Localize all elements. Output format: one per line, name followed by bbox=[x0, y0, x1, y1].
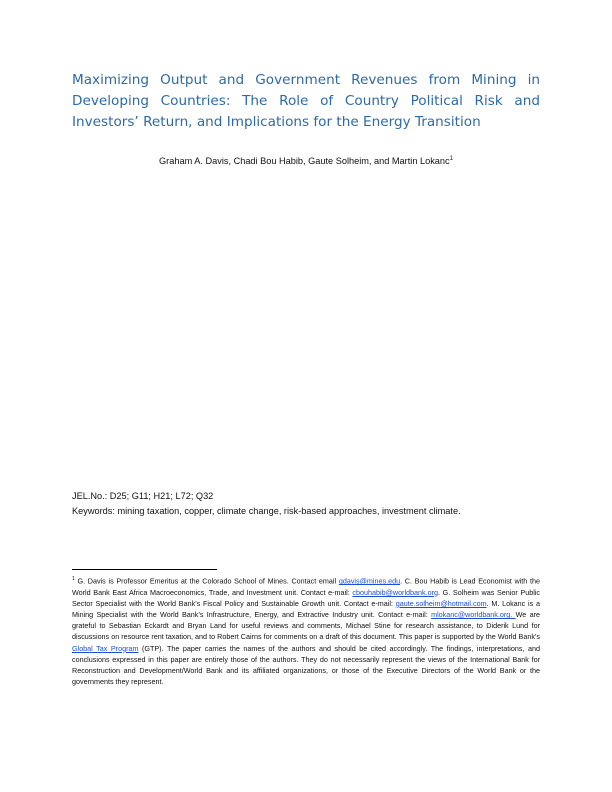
jel-codes: JEL.No.: D25; G11; H21; L72; Q32 bbox=[72, 491, 214, 501]
footnote-text-3: . G. Solheim was Senior Public Sector Specialist with the World Bank’s Fiscal Policy and Sustainable Growth unit. Contact e-mail: bbox=[72, 587, 541, 608]
email-link-solheim[interactable]: gaute.solheim@hotmail.com bbox=[395, 598, 487, 608]
authors-text: Graham A. Davis, Chadi Bou Habib, Gaute Solheim, and Martin Lokanc bbox=[159, 156, 450, 167]
footnote-text-4: . M. Lokanc is a Mining Specialist with the World Bank’s Infrastructure, Energy, and Extractive Industry unit. Contact e-mail: bbox=[72, 598, 540, 619]
footnote-text-5: We are grateful to Sebastian Eckardt and Bryan Land for useful reviews and comments, Michael Stine for research assistance, to Diderik Lund for discussions on resource rent taxation, and to Robert Cairns for comments on a draft of this document. This paper is supported by the World Bank’s bbox=[72, 610, 540, 642]
keywords: Keywords: mining taxation, copper, climate change, risk-based approaches, investment climate. bbox=[72, 505, 461, 516]
footnote-mark: 1 bbox=[72, 576, 75, 582]
email-link-bouhabib[interactable]: cbouhabib@worldbank.org bbox=[352, 587, 439, 597]
global-tax-program-link[interactable]: Global Tax Program bbox=[72, 643, 139, 653]
footnote bbox=[72, 574, 540, 687]
footnote-text-1: G. Davis is Professor Emeritus at the Colorado School of Mines. Contact email bbox=[74, 576, 339, 586]
paper-title: Maximizing Output and Government Revenues from Mining in Developing Countries: The Role of Country Political Risk and Investors’ Return, and Implications for the Energy Transition bbox=[72, 72, 540, 130]
jel-block bbox=[72, 489, 540, 518]
footnote-text-2: . C. Bou Habib is Lead Economist with the World Bank East Africa Macroeconomics, Trade, and Investment unit. Contact e-mail: bbox=[72, 576, 540, 597]
footnote-separator bbox=[72, 569, 217, 570]
footnote-text-6: (GTP). The paper carries the names of the authors and should be cited accordingly. The findings, interpretations, and conclusions expressed in this paper are entirely those of the authors. They do not necessarily represent the views of the International Bank for Reconstruction and Development/World Bank and its affiliated organizations, or those of the Executive Directors of the World Bank or the governments they represent. bbox=[72, 643, 540, 687]
email-link-lokanc[interactable]: mlokanc@worldbank.org. bbox=[431, 610, 516, 619]
author-list bbox=[72, 156, 540, 166]
footnote-marker: 1 bbox=[449, 156, 453, 162]
email-link-davis[interactable]: gdavis@mines.edu bbox=[338, 576, 401, 586]
